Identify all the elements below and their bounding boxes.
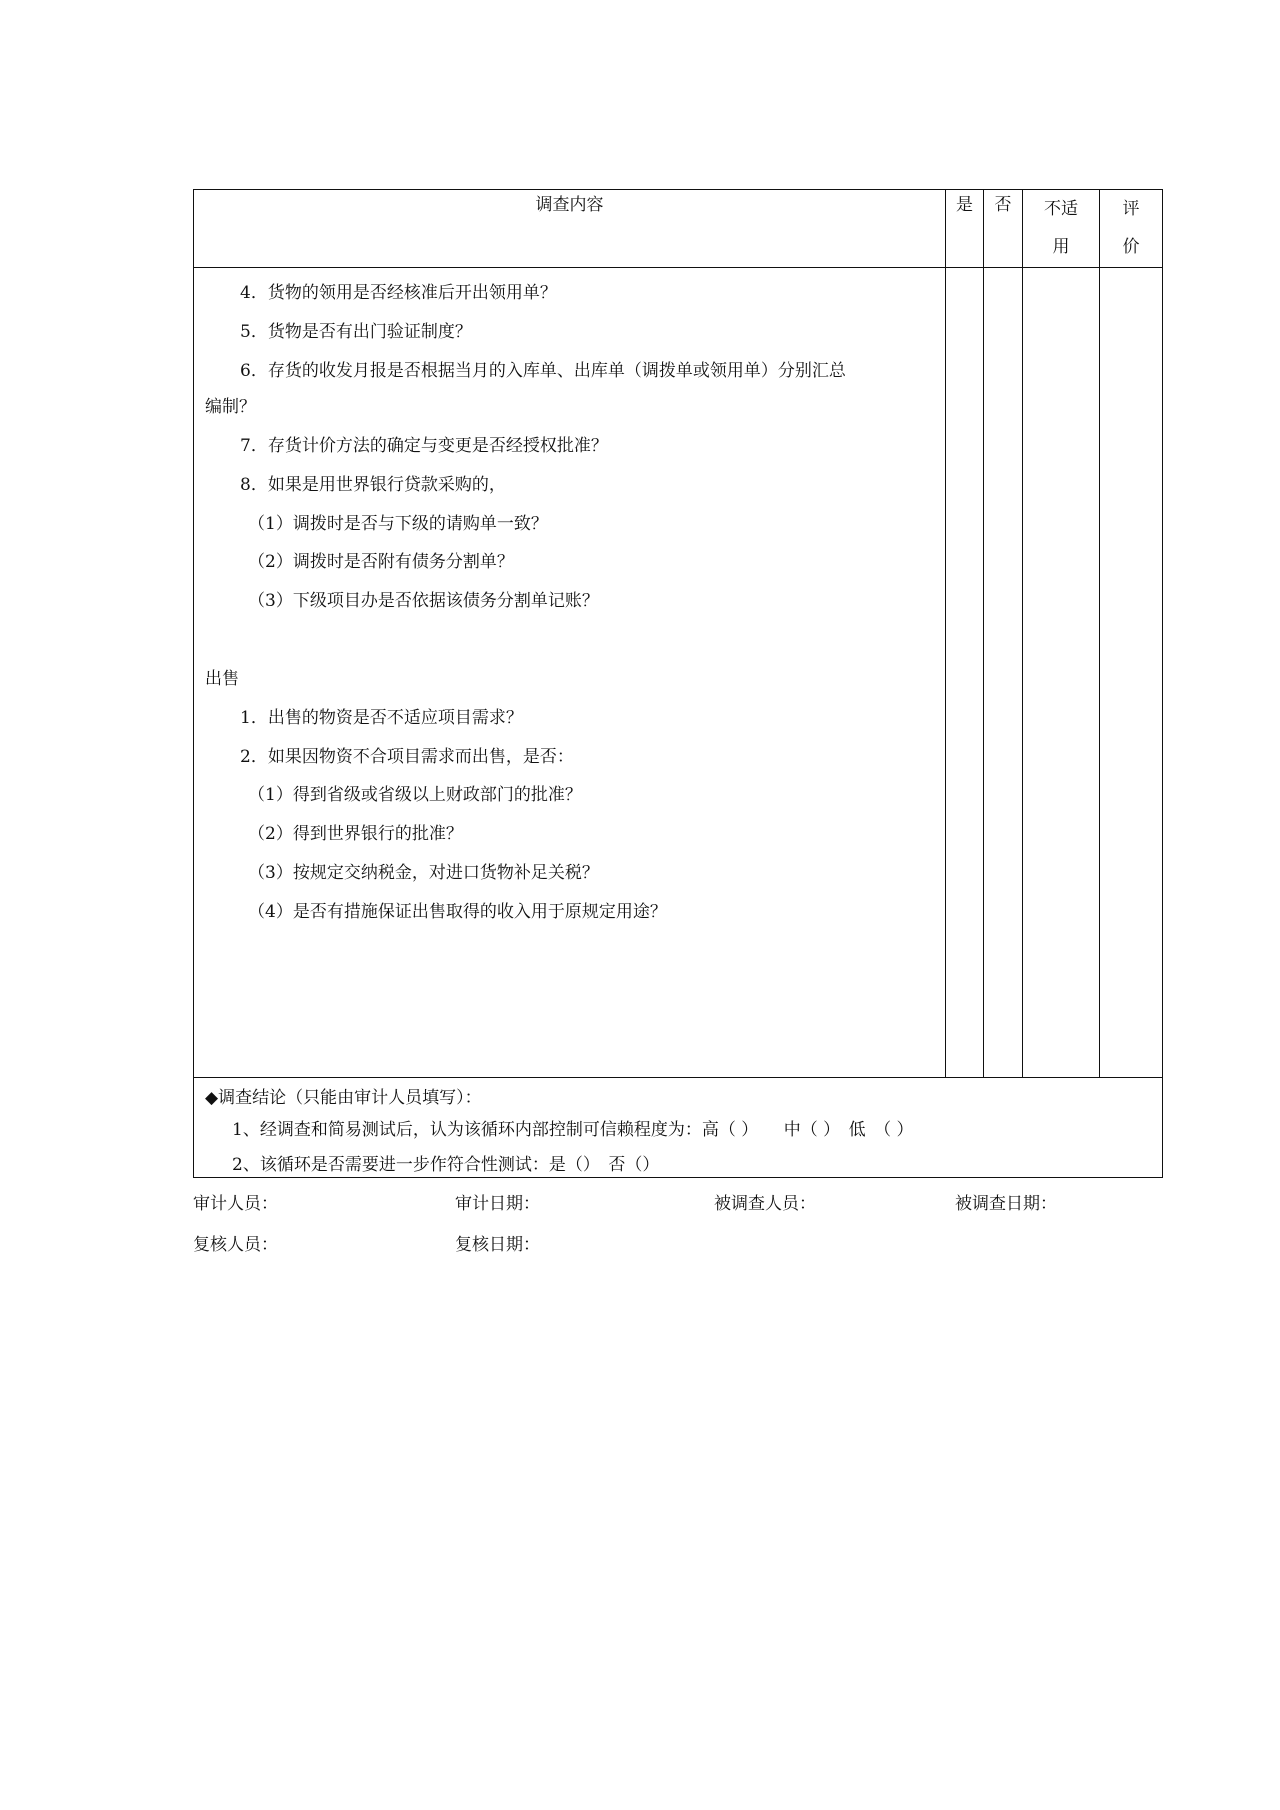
questions-cell	[194, 268, 946, 1078]
survey-date-label: 被调查日期：	[955, 1194, 1057, 1214]
question-line: （1）得到省级或省级以上财政部门的批准？	[248, 785, 582, 805]
internal-control-survey-table	[193, 189, 1163, 1178]
header-content: 调查内容	[194, 190, 946, 268]
question-line: （2）调拨时是否附有债务分割单？	[248, 552, 514, 572]
reviewer-label: 复核人员：	[193, 1235, 278, 1255]
question-line: （3）下级项目办是否依据该债务分割单记账？	[248, 591, 599, 611]
header-evaluation: 评 价	[1100, 190, 1163, 268]
question-line: （3）按规定交纳税金，对进口货物补足关税？	[248, 863, 599, 883]
respondent-label: 被调查人员：	[714, 1194, 816, 1214]
conclusion-row	[194, 1078, 1163, 1178]
section-heading-sale: 出售	[205, 669, 239, 689]
questions-row	[194, 268, 1163, 1078]
question-line: （2）得到世界银行的批准？	[248, 824, 463, 844]
question-line: （1）调拨时是否与下级的请购单一致？	[248, 514, 548, 534]
audit-date-label: 审计日期：	[455, 1194, 540, 1214]
question-line: 6．存货的收发月报是否根据当月的入库单、出库单（调拨单或领用单）分别汇总	[240, 361, 846, 381]
question-line: （4）是否有措施保证出售取得的收入用于原规定用途？	[248, 902, 667, 922]
conclusion-title: ◆调查结论（只能由审计人员填写）：	[205, 1088, 482, 1108]
answer-na-cell[interactable]	[1023, 268, 1100, 1078]
question-line: 编制？	[205, 397, 256, 417]
question-line: 1．出售的物资是否不适应项目需求？	[240, 708, 523, 728]
question-line: 2．如果因物资不合项目需求而出售，是否：	[240, 747, 574, 767]
conclusion-cell	[194, 1078, 1163, 1178]
question-line: 5．货物是否有出门验证制度？	[240, 322, 472, 342]
question-line: 4．货物的领用是否经核准后开出领用单？	[240, 283, 557, 303]
evaluation-cell[interactable]	[1100, 268, 1163, 1078]
header-yes: 是	[946, 190, 984, 268]
review-date-label: 复核日期：	[455, 1235, 540, 1255]
header-no: 否	[984, 190, 1023, 268]
answer-no-cell[interactable]	[984, 268, 1023, 1078]
conclusion-item-1: 1、经调查和简易测试后，认为该循环内部控制可信赖程度为：高（ ） 中（ ） 低 （ ）	[232, 1120, 914, 1140]
auditor-label: 审计人员：	[193, 1194, 278, 1214]
question-line: 8．如果是用世界银行贷款采购的，	[240, 475, 506, 495]
answer-yes-cell[interactable]	[946, 268, 984, 1078]
question-line: 7．存货计价方法的确定与变更是否经授权批准？	[240, 436, 608, 456]
header-not-applicable: 不适 用	[1023, 190, 1100, 268]
table-header-row	[194, 190, 1163, 268]
conclusion-item-2: 2、该循环是否需要进一步作符合性测试：是（） 否（）	[232, 1155, 660, 1175]
